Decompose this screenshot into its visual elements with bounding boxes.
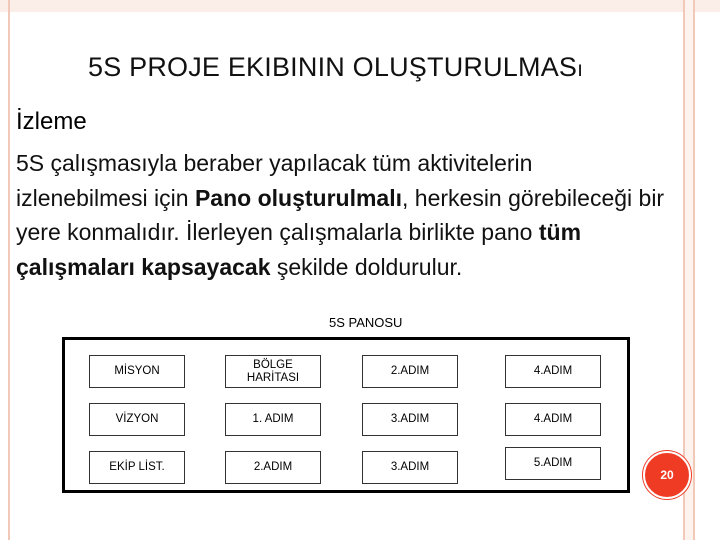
board-cell-3-adim-b [362,451,458,484]
board-cell-2-adim-a [362,355,458,388]
5s-board [62,337,630,493]
frame-right-line-outer [693,0,695,540]
board-cell-5-adim [505,447,601,480]
board-cell-4-adim-a [505,355,601,388]
board-cell-label: 4.ADIM [533,365,573,377]
board-cell-bolge-haritasi [225,355,321,388]
board-cell-label: 2.ADIM [253,461,293,473]
board-cell-3-adim-a [362,403,458,436]
body-text-part-3: şekilde doldurulur. [270,253,463,280]
section-heading: İzleme [16,108,87,135]
board-cell-misyon [89,355,185,388]
board-cell-vizyon [89,403,185,436]
board-cell-label: MİSYON [114,365,160,377]
board-cell-label: 2.ADIM [390,365,430,377]
board-cell-label: 3.ADIM [390,413,430,425]
body-text-bold-1: Pano oluşturulmalı [194,184,402,211]
body-text-part-2: , herkesin görebileceği bir yere konmalıdır. İlerleyen çalışmalarla birlikte pano [16,184,665,245]
body-text-part-1: 5S çalışmasıyla beraber yapılacak tüm aktivitelerin izlenebilmesi için [16,150,533,211]
board-cell-label: 5.ADIM [533,457,573,469]
body-paragraph [16,146,666,284]
slide-title-suffix: ı [577,58,584,81]
board-cell-label: EKİP LİST. [109,461,165,473]
board-cell-label: 4.ADIM [533,413,573,425]
slide-title-main: 5S PROJE EKIBININ OLUŞTURULMAS [88,52,578,82]
page-number-badge: 20 [643,451,691,499]
frame-left-line [8,0,10,540]
board-cell-label: VİZYON [115,413,159,425]
board-cell-1-adim [225,403,321,436]
body-text-bold-2: tüm çalışmaları kapsayacak [16,219,582,280]
board-cell-label: 3.ADIM [390,461,430,473]
board-cell-label: 1. ADIM [252,413,294,425]
board-cell-ekip-list [89,451,185,484]
board-cell-4-adim-b [505,403,601,436]
board-title: 5S PANOSU [329,315,403,330]
board-cell-2-adim-b [225,451,321,484]
slide-title [88,52,583,83]
frame-right-band [685,0,693,540]
frame-top-band [0,0,720,12]
board-cell-label: BÖLGE HARİTASI [246,358,300,384]
